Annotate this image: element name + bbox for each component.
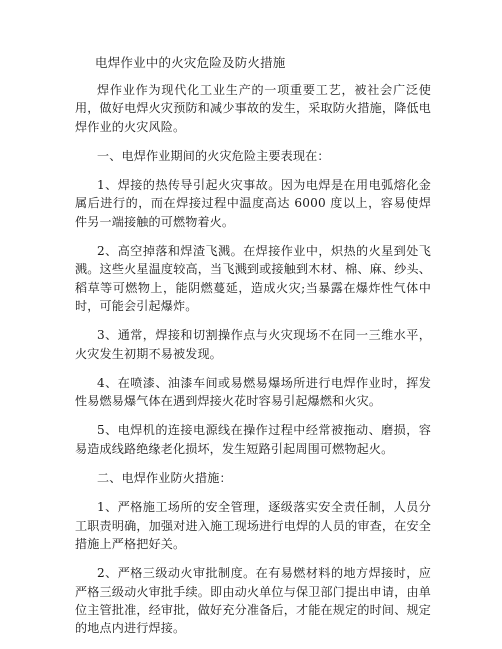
document-title: 电焊作业中的火灾危险及防火措施 bbox=[95, 55, 286, 70]
intro-paragraph: 焊作业作为现代化工业生产的一项重要工艺，被社会广泛使用，做好电焊火灾预防和减少事故的发生，采取防火措施，降低电焊作业的火灾风险。 bbox=[75, 83, 431, 134]
prevention-item-1: 1、严格施工场所的安全管理，逐级落实安全责任制，人员分工职责明确，加强对进入施工现场进行电焊的人员的审查，在安全措施上严格把好关。 bbox=[75, 500, 431, 551]
section-heading-fire-hazards: 一、电焊作业期间的火灾危险主要表现在： bbox=[97, 148, 330, 163]
hazard-item-5: 5、电焊机的连接电源线在操作过程中经常被拖动、磨损，容易造成线路绝缘老化损坏，发生短路引起周围可燃物起火。 bbox=[75, 423, 431, 456]
prevention-item-2: 2、严格三级动火审批制度。在有易燃材料的地方焊接时，应严格三级动火审批手续。即由动火单位与保卫部门提出申请，由单位主管批准，经审批，做好充分准备后，才能在规定的时间、规定的地点内进行焊接。 bbox=[75, 566, 431, 636]
hazard-item-1: 1、焊接的热传导引起火灾事故。因为电焊是在用电弧熔化金属后进行的，而在焊接过程中温度高达 6000 度以上，容易使焊件另一端接触的可燃物着火。 bbox=[75, 178, 431, 229]
document-body bbox=[75, 54, 431, 648]
hazard-item-4: 4、在喷漆、油漆车间或易燃易爆场所进行电焊作业时，挥发性易燃易爆气体在遇到焊接火花时容易引起爆燃和火灾。 bbox=[75, 375, 431, 409]
section-heading-fire-prevention: 二、电焊作业防火措施： bbox=[97, 471, 232, 486]
hazard-item-3: 3、通常，焊接和切割操作点与火灾现场不在同一三维水平，火灾发生初期不易被发现。 bbox=[75, 328, 431, 361]
hazard-item-2: 2、高空掉落和焊渣飞溅。在焊接作业中，炽热的火星到处飞溅。这些火星温度较高，当飞溅到或接触到木材、棉、麻、纱头、稻草等可燃物上，能阴燃蔓延，造成火灾;当暴露在爆炸性气体中时，可能会引起爆炸。 bbox=[75, 244, 431, 313]
